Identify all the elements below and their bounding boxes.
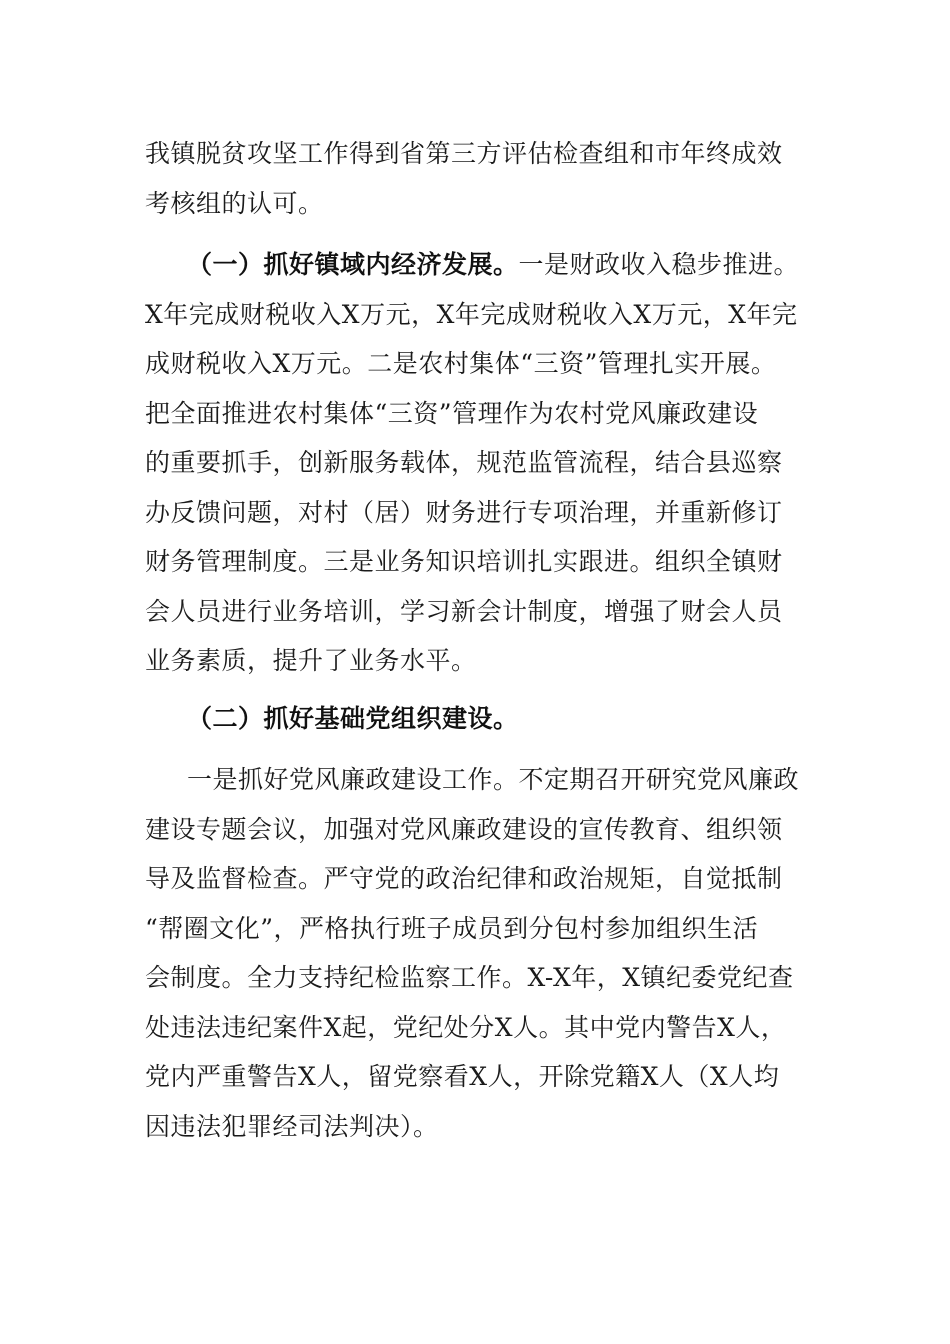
- text-line: 党内严重警告X人，留党察看X人，开除党籍X人（X人均: [145, 1062, 780, 1091]
- section-heading: （二）抓好基础党组织建设。: [187, 704, 519, 733]
- text-line: 因违法犯罪经司法判决）。: [145, 1111, 439, 1141]
- text-line: 一是抓好党风廉政建设工作。不定期召开研究党风廉政: [187, 765, 800, 794]
- text-line: 会制度。全力支持纪检监察工作。X-X年，X镇纪委党纪查: [145, 963, 794, 992]
- text-line: 处违法违纪案件X起，党纪处分X人。其中党内警告X人，: [145, 1012, 787, 1042]
- section-first-line: [145, 240, 825, 290]
- text-line: 考核组的认可。: [145, 188, 324, 218]
- text-line: 办反馈问题，对村（居）财务进行专项治理，并重新修订: [145, 497, 783, 527]
- text-run: 一是财政收入稳步推进。: [518, 250, 800, 279]
- section-party-heading-block: [145, 694, 825, 744]
- text-line: 的重要抓手，创新服务载体，规范监管流程，结合县巡察: [145, 448, 783, 477]
- text-line: X年完成财税收入X万元，X年完成财税收入X万元，X年完: [145, 299, 798, 329]
- text-line: 导及监督检查。严守党的政治纪律和政治规矩，自觉抵制: [145, 864, 783, 893]
- party-paragraph: [145, 755, 825, 1151]
- text-line: 成财税收入X万元。二是农村集体“三资”管理扎实开展。: [145, 349, 777, 378]
- section-heading: （一）抓好镇域内经济发展。: [187, 250, 519, 279]
- text-line: “帮圈文化”，严格执行班子成员到分包村参加组织生活: [145, 913, 759, 943]
- section-economy: [145, 240, 825, 686]
- intro-paragraph: [145, 129, 825, 228]
- text-line: 我镇脱贫攻坚工作得到省第三方评估检查组和市年终成效: [145, 139, 783, 168]
- text-line: 把全面推进农村集体“三资”管理作为农村党风廉政建设: [145, 398, 759, 428]
- text-line: 业务素质，提升了业务水平。: [145, 646, 477, 675]
- text-line: 财务管理制度。三是业务知识培训扎实跟进。组织全镇财: [145, 547, 783, 576]
- text-line: 会人员进行业务培训，学习新会计制度，增强了财会人员: [145, 596, 783, 626]
- text-line: 建设专题会议，加强对党风廉政建设的宣传教育、组织领: [145, 814, 783, 844]
